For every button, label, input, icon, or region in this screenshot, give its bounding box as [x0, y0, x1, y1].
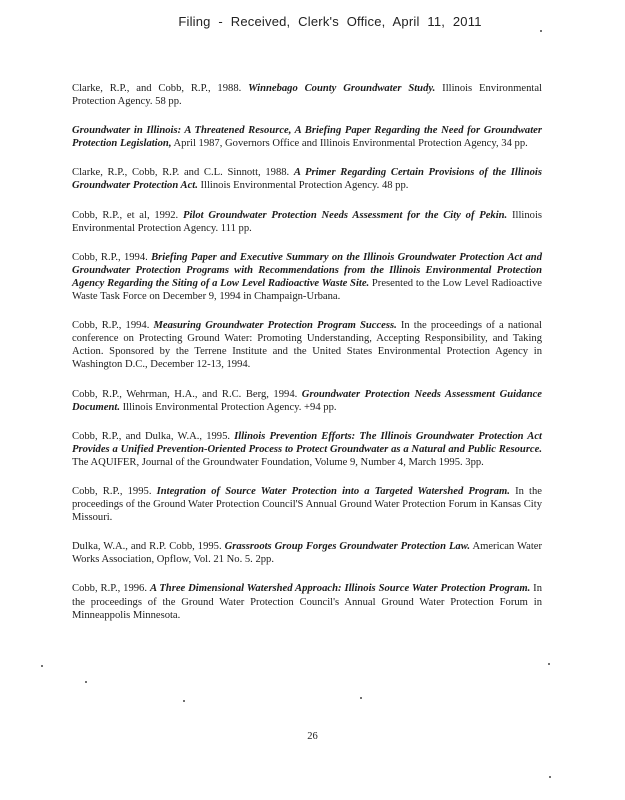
reference-title: Briefing Paper and Executive Summary on the Illinois Groundwater Protection Act and Groundwater Protection Programs with Recommendations from the Illinois Environmental Protection Agency Regarding the Siting of a Low Level Radioactive Waste Site. — [72, 251, 542, 289]
scan-speck — [41, 665, 43, 667]
reference-authors: Cobb, R.P., Wehrman, H.A., and R.C. Berg, 1994. — [72, 388, 302, 400]
scan-speck — [548, 663, 550, 665]
reference-entry — [72, 388, 542, 414]
reference-source: American Water Works Association, Opflow, Vol. 21 No. 5. 2pp. — [72, 541, 543, 566]
scan-speck — [540, 30, 542, 32]
reference-title: Pilot Groundwater Protection Needs Assessment for the City of Pekin. — [183, 209, 508, 221]
reference-entry — [72, 251, 542, 303]
reference-entry — [72, 540, 542, 566]
reference-title: Winnebago County Groundwater Study. — [248, 83, 436, 94]
reference-authors: Cobb, R.P., 1994. — [72, 320, 154, 332]
reference-authors: Cobb, R.P., 1996. — [72, 583, 150, 595]
page-number: 26 — [307, 731, 318, 742]
references-list — [72, 82, 542, 638]
reference-entry — [72, 319, 542, 371]
reference-entry — [72, 430, 542, 469]
reference-entry — [72, 82, 542, 108]
reference-entry — [72, 209, 542, 235]
reference-source: Illinois Environmental Protection Agency. 48 pp. — [197, 180, 409, 192]
reference-title: A Primer Regarding Certain Provisions of the Illinois Groundwater Protection Act. — [72, 167, 542, 192]
scan-speck — [85, 681, 87, 683]
reference-source: April 1987, Governors Office and Illinois Environmental Protection Agency, 34 pp. — [171, 138, 528, 150]
reference-title: Grassroots Group Forges Groundwater Protection Law. — [224, 541, 471, 553]
reference-title: Measuring Groundwater Protection Program Success. — [153, 320, 397, 332]
reference-source: In the proceedings of a national conference on Protecting Ground Water: Promoting Understanding, Accepting Responsibility, and Taking Action. Sponsored by the Terrene Institute and the United States Environmental Protection Agency in Washington D.C., December 12-13, 1994. — [72, 320, 542, 371]
reference-entry — [72, 582, 542, 621]
reference-source: Presented to the Low Level Radioactive Waste Task Force on December 9, 1994 in Champaign-Urbana. — [72, 277, 542, 303]
reference-authors: Cobb, R.P., and Dulka, W.A., 1995. — [72, 430, 235, 442]
reference-authors: Cobb, R.P., 1994. — [72, 251, 152, 263]
reference-authors: Clarke, R.P., and Cobb, R.P., 1988. — [72, 83, 249, 94]
reference-title: Illinois Prevention Efforts: The Illinois Groundwater Protection Act Provides a Unified Prevention-Oriented Process to Protect Groundwater as a Natural and Public Resource. — [72, 430, 542, 455]
reference-source: Illinois Environmental Protection Agency. 58 pp. — [72, 83, 542, 108]
reference-source: In the proceedings of the Ground Water Protection Council's Annual Ground Water Protection Forum in Minneappolis Minnesota. — [72, 583, 542, 621]
scan-speck — [549, 776, 551, 778]
reference-entry — [72, 166, 542, 192]
filing-header: Filing - Received, Clerk's Office, April 11, 2011 — [178, 14, 482, 29]
reference-authors: Clarke, R.P., Cobb, R.P. and C.L. Sinnott, 1988. — [72, 167, 294, 179]
reference-source: In the proceedings of the Ground Water Protection Council'S Annual Ground Water Protection Forum in Kansas City Missouri. — [72, 485, 542, 524]
reference-source: Illinois Environmental Protection Agency. +94 pp. — [119, 401, 337, 413]
reference-authors: Dulka, W.A., and R.P. Cobb, 1995. — [72, 541, 225, 553]
reference-authors: Cobb, R.P., et al, 1992. — [72, 209, 183, 221]
scan-speck — [183, 700, 185, 702]
reference-entry — [72, 124, 542, 150]
reference-title: Groundwater in Illinois: A Threatened Resource, A Briefing Paper Regarding the Need for Groundwater Protection Legislation, — [72, 125, 542, 150]
reference-title: Groundwater Protection Needs Assessment Guidance Document. — [72, 388, 542, 413]
reference-authors: Cobb, R.P., 1995. — [72, 485, 157, 497]
reference-source: Illinois Environmental Protection Agency. 111 pp. — [72, 209, 543, 234]
scan-speck — [360, 697, 362, 699]
reference-entry — [72, 485, 542, 524]
reference-title: A Three Dimensional Watershed Approach: Illinois Source Water Protection Program. — [149, 583, 531, 595]
reference-title: Integration of Source Water Protection into a Targeted Watershed Program. — [156, 485, 510, 497]
reference-source: The AQUIFER, Journal of the Groundwater Foundation, Volume 9, Number 4, March 1995. 3pp. — [72, 456, 484, 468]
